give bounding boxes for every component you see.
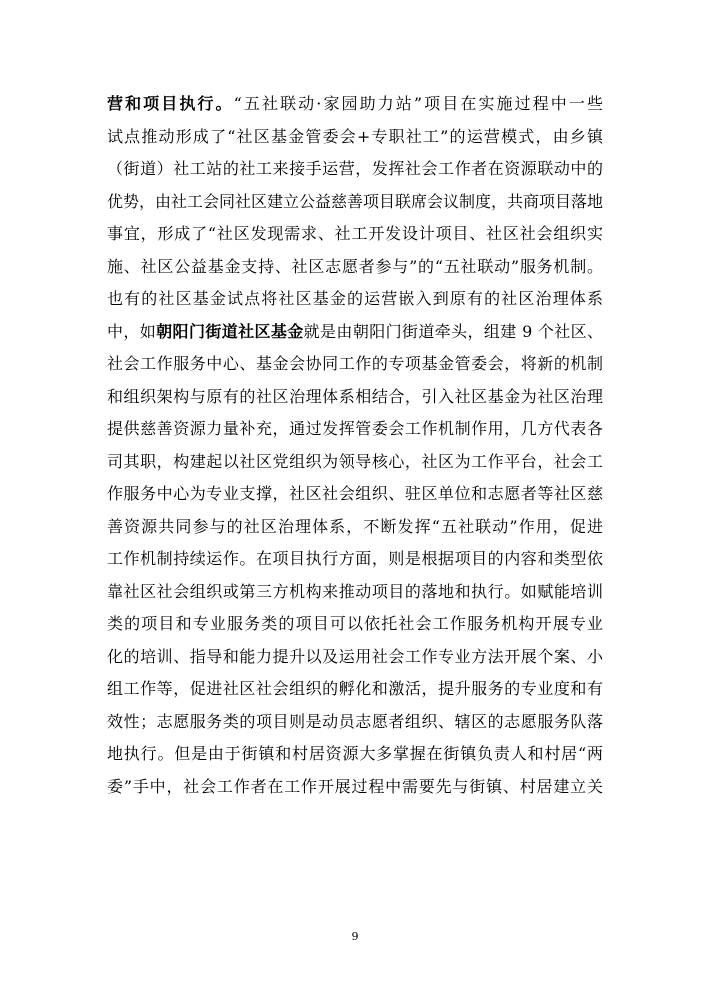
text-line (107, 641, 603, 674)
text-line (107, 576, 603, 609)
text-segment: 类的项目和专业服务类的项目可以依托社会工作服务机构开展专业 (107, 614, 603, 633)
text-segment: 作服务中心为专业支撑，社区社会组织、驻区单位和志愿者等社区慈 (107, 484, 603, 503)
text-line (107, 283, 603, 316)
text-segment: 也有的社区基金试点将社区基金的运营嵌入到原有的社区治理体系 (107, 289, 603, 308)
text-segment: 中，如 (107, 321, 157, 341)
body-paragraph (107, 88, 603, 803)
text-segment: 组工作等，促进社区社会组织的孵化和激活，提升服务的专业度和有 (107, 679, 603, 698)
text-segment: 靠社区社会组织或第三方机构来推动项目的落地和执行。如赋能培训 (107, 581, 603, 601)
text-segment: 效性；志愿服务类的项目则是动员志愿者组织、辖区的志愿服务队落 (107, 711, 603, 731)
text-segment: 司其职，构建起以社区党组织为领导核心，社区为工作平台，社会工 (107, 451, 603, 471)
text-segment: 提供慈善资源力量补充，通过发挥管委会工作机制作用，几方代表各 (107, 419, 603, 438)
text-line (107, 543, 603, 576)
bold-text: 营和项目执行。 (107, 94, 234, 113)
text-segment: 事宜，形成了“社区发现需求、社工开发设计项目、社区社会组织实 (107, 224, 603, 243)
text-line (107, 511, 603, 544)
text-segment: 施、社区公益基金支持、社区志愿者参与”的“五社联动”服务机制。 (107, 256, 603, 276)
text-line (107, 381, 603, 414)
text-segment: 委”手中，社会工作者在工作开展过程中需要先与街镇、村居建立关 (107, 776, 603, 796)
text-segment: 工作机制持续运作。在项目执行方面，则是根据项目的内容和类型依 (107, 549, 603, 568)
bold-text: 朝阳门街道社区基金 (156, 321, 304, 341)
text-line (107, 446, 603, 479)
text-line (107, 608, 603, 641)
text-line (107, 218, 603, 251)
text-segment: 善资源共同参与的社区治理体系，不断发挥“五社联动”作用，促进 (107, 516, 603, 536)
text-line (107, 316, 603, 349)
text-line (107, 153, 603, 186)
text-segment: 化的培训、指导和能力提升以及运用社会工作专业方法开展个案、小 (107, 646, 603, 666)
text-line (107, 738, 603, 771)
page-number: 9 (351, 930, 359, 943)
text-line (107, 673, 603, 706)
text-line (107, 348, 603, 381)
text-line (107, 251, 603, 284)
text-segment: （街道）社工站的社工来接手运营，发挥社会工作者在资源联动中的 (107, 159, 603, 178)
text-segment: “五社联动·家园助力站”项目在实施过程中一些 (233, 94, 603, 113)
text-line (107, 121, 603, 154)
text-segment: 优势，由社工会同社区建立公益慈善项目联席会议制度，共商项目落地 (107, 191, 604, 211)
text-line (107, 186, 603, 219)
text-segment: 和组织架构与原有的社区治理体系相结合，引入社区基金为社区治理 (107, 386, 603, 406)
text-line (107, 771, 603, 804)
text-segment: 地执行。但是由于街镇和村居资源大多掌握在街镇负责人和村居“两 (107, 744, 603, 763)
text-line (107, 478, 603, 511)
text-segment: 就是由朝阳门街道牵头，组建 9 个社区、 (303, 321, 603, 341)
text-line (107, 413, 603, 446)
text-segment: 社会工作服务中心、基金会协同工作的专项基金管委会，将新的机制 (107, 354, 603, 373)
text-segment: 试点推动形成了“社区基金管委会+专职社工”的运营模式，由乡镇 (107, 126, 603, 146)
text-line (107, 88, 603, 121)
text-line (107, 706, 603, 739)
